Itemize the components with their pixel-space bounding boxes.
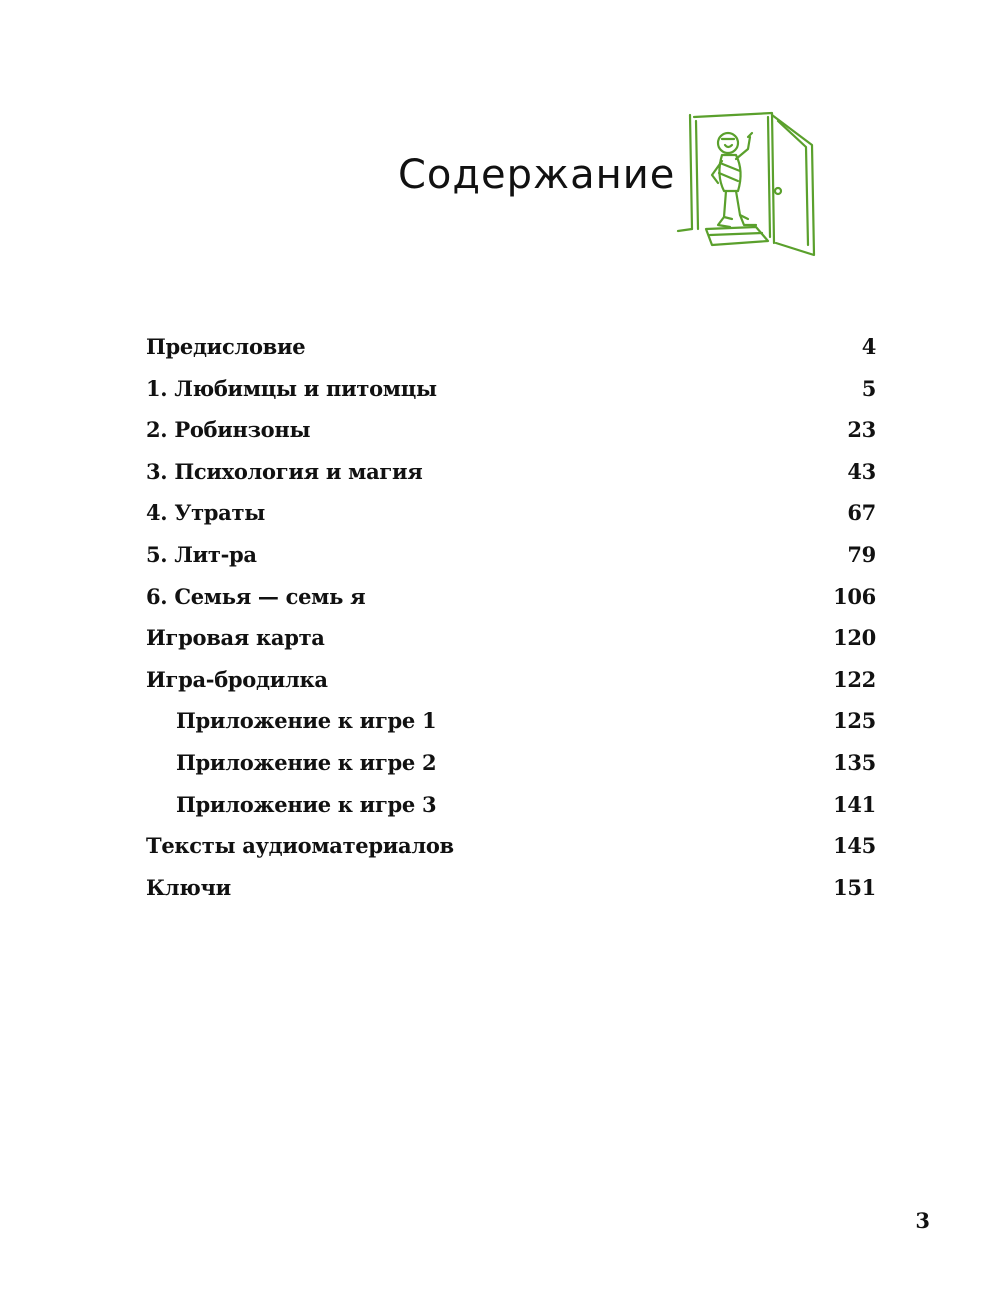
toc-entry[interactable]: [146, 409, 876, 451]
toc-entry-title: Тексты аудиоматериалов: [146, 833, 454, 859]
toc-entry-title: 2. Робинзоны: [146, 417, 311, 443]
person-at-door-icon: [672, 105, 832, 260]
toc-entry-page: 151: [833, 874, 876, 900]
toc-entry-page: 122: [833, 666, 876, 692]
toc-entry-title: Ключи: [146, 874, 231, 900]
toc-entry-page: 79: [847, 541, 876, 567]
toc-entry-page: 135: [833, 749, 876, 775]
toc-entry-title: Игра-бродилка: [146, 666, 328, 692]
page-number: 3: [915, 1208, 930, 1233]
toc-entry-title: Игровая карта: [146, 625, 325, 651]
toc-entry-page: 125: [833, 708, 876, 734]
toc-entry[interactable]: [146, 867, 876, 909]
page-title: Содержание: [398, 152, 676, 198]
toc-entry-page: 145: [833, 833, 876, 859]
toc-entry[interactable]: [146, 659, 876, 701]
toc-entry[interactable]: [146, 492, 876, 534]
toc-entry-title: 4. Утраты: [146, 500, 265, 526]
toc-entry-page: 141: [833, 791, 876, 817]
toc-entry-page: 5: [861, 375, 876, 401]
table-of-contents: [146, 326, 876, 908]
toc-entry[interactable]: [146, 825, 876, 867]
toc-entry-page: 106: [833, 583, 876, 609]
toc-entry-page: 120: [833, 625, 876, 651]
toc-entry-page: 23: [847, 417, 876, 443]
toc-entry[interactable]: [146, 617, 876, 659]
toc-entry-title: 3. Психология и магия: [146, 458, 423, 484]
toc-entry-title: Предисловие: [146, 334, 306, 359]
toc-entry[interactable]: [146, 784, 876, 826]
toc-entry-page: 4: [861, 334, 876, 359]
toc-entry[interactable]: [146, 451, 876, 493]
toc-entry-title: Приложение к игре 1: [176, 708, 437, 734]
toc-entry-title: Приложение к игре 3: [176, 791, 437, 817]
toc-entry-title: 6. Семья — семь я: [146, 583, 366, 609]
toc-entry[interactable]: [146, 534, 876, 576]
toc-entry-page: 43: [847, 458, 876, 484]
toc-entry[interactable]: [146, 368, 876, 410]
toc-entry[interactable]: [146, 700, 876, 742]
toc-entry[interactable]: [146, 576, 876, 618]
toc-entry-title: 1. Любимцы и питомцы: [146, 375, 437, 401]
toc-entry[interactable]: [146, 326, 876, 368]
toc-entry-title: Приложение к игре 2: [176, 749, 437, 775]
toc-entry[interactable]: [146, 742, 876, 784]
toc-entry-title: 5. Лит-ра: [146, 541, 257, 567]
toc-entry-page: 67: [847, 500, 876, 526]
